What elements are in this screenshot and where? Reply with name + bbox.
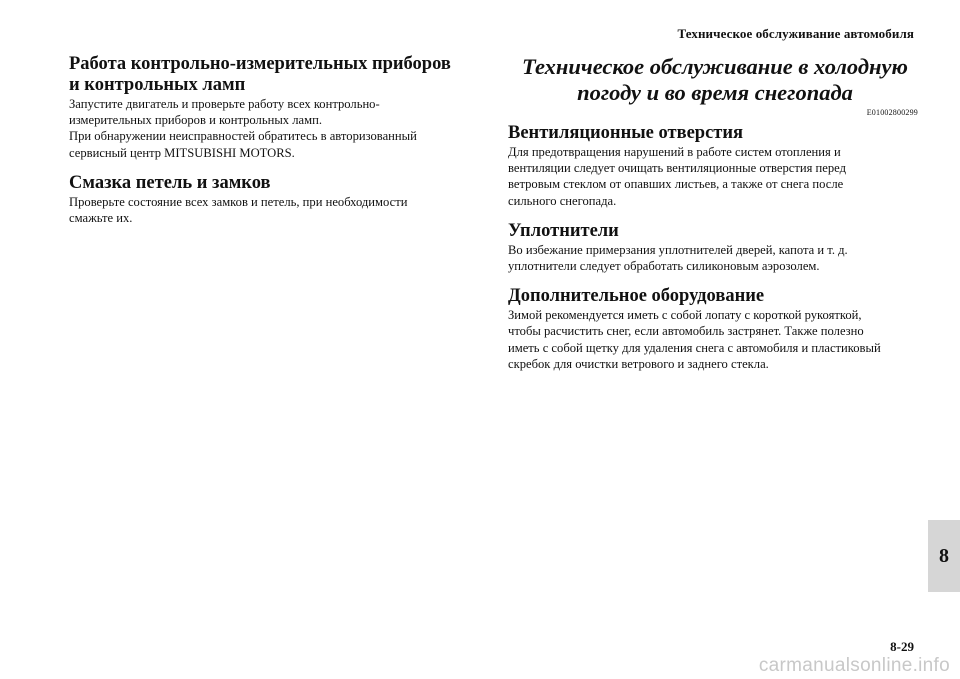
text-line: Зимой рекомендуется иметь с собой лопату с короткой рукояткой, — [508, 308, 862, 323]
section-code: E01002800299 — [866, 108, 918, 117]
watermark: carmanualsonline.info — [758, 655, 950, 676]
section-title-hinges: Смазка петель и замков — [69, 172, 271, 193]
text-line: Запустите двигатель и проверьте работу всех контрольно- — [69, 97, 380, 111]
text-line: Во избежание примерзания уплотнителей дверей, капота и т. д. — [508, 242, 848, 257]
text-line: чтобы расчистить снег, если автомобиль застрянет. Также полезно — [508, 324, 864, 339]
text-line: уплотнители следует обработать силиконовым аэрозолем. — [508, 259, 820, 274]
section-title-instruments — [69, 54, 469, 96]
section-body-instruments — [69, 96, 469, 161]
section-title-equipment: Дополнительное оборудование — [508, 286, 765, 307]
section-title-vents: Вентиляционные отверстия — [508, 123, 744, 143]
text-line: Для предотвращения нарушений в работе систем отопления и — [508, 145, 841, 159]
text-line: Проверьте состояние всех замков и петель, при необходимости — [69, 194, 408, 209]
section-title-seals: Уплотнители — [508, 220, 619, 241]
text-line: измерительных приборов и контрольных ламп. — [69, 113, 322, 128]
right-column — [508, 54, 918, 372]
section-body-seals — [508, 242, 918, 274]
left-column — [69, 54, 469, 226]
title-line: Техническое обслуживание в холодную — [522, 54, 908, 79]
chapter-section-title — [508, 54, 918, 106]
text-line: ветровым стеклом от опавших листьев, а также от снега после — [508, 177, 844, 192]
text-line: смажьте их. — [69, 211, 133, 226]
text-line: скребок для очистки ветрового и заднего стекла. — [508, 356, 769, 371]
section-body-hinges — [69, 194, 469, 226]
page-number: 8-29 — [890, 639, 914, 654]
chapter-tab — [928, 520, 960, 592]
section-body-equipment — [508, 307, 918, 372]
text-line: сильного снегопада. — [508, 193, 617, 208]
running-header: Техническое обслуживание автомобиля — [677, 26, 914, 41]
text-line: иметь с собой щетку для удаления снега с автомобиля и пластиковый — [508, 340, 881, 355]
chapter-number: 8 — [939, 544, 949, 567]
title-line: погоду и во время снегопада — [577, 80, 853, 105]
text-line: При обнаружении неисправностей обратитесь в авторизованный — [69, 129, 417, 144]
section-title-line: и контрольных ламп — [69, 75, 246, 95]
text-line: вентиляции следует очищать вентиляционные отверстия перед — [508, 161, 846, 176]
section-title-line: Работа контрольно-измерительных приборов — [69, 54, 451, 74]
text-line: сервисный центр MITSUBISHI MOTORS. — [69, 145, 295, 160]
section-body-vents — [508, 144, 918, 209]
